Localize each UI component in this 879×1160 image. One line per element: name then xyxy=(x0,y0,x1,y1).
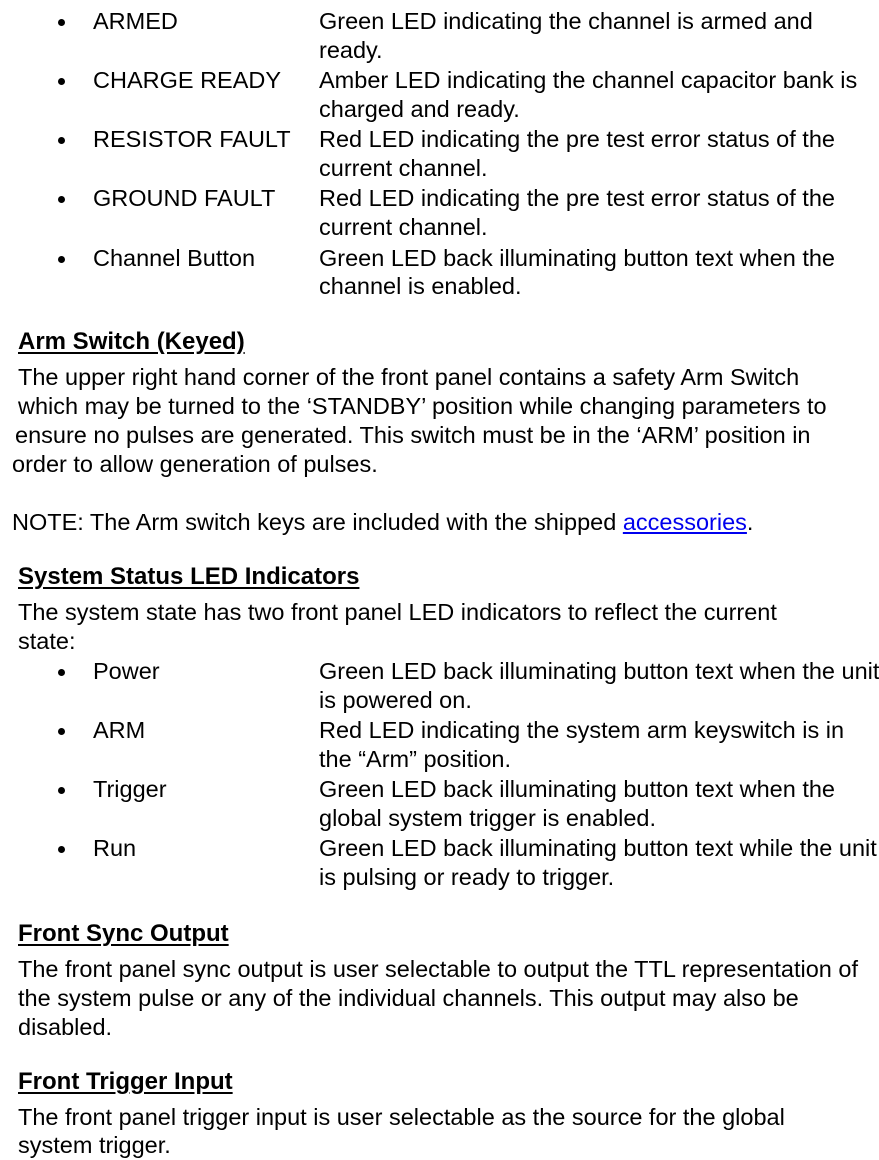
list-item-term: ARMED xyxy=(93,8,178,34)
paragraph-line: The upper right hand corner of the front panel contains a safety Arm Switch xyxy=(18,364,800,390)
paragraph-line: order to allow generation of pulses. xyxy=(12,451,378,477)
list-item-desc: Green LED back illuminating button text when the xyxy=(319,776,835,802)
list-item-term: ARM xyxy=(93,717,146,743)
list-item-desc: Green LED back illuminating button text when the unit xyxy=(319,658,879,684)
paragraph-line: system trigger. xyxy=(18,1132,171,1158)
paragraph-line: ensure no pulses are generated. This switch must be in the ‘ARM’ position in xyxy=(15,422,811,448)
list-item-desc: Green LED back illuminating button text while the unit xyxy=(319,835,877,861)
list-item-desc: Amber LED indicating the channel capacitor bank is xyxy=(319,67,858,93)
bullet-icon xyxy=(55,775,69,804)
bullet-icon xyxy=(55,834,69,863)
list-item-desc: current channel. xyxy=(319,214,488,240)
list-item-term: Trigger xyxy=(93,776,167,802)
list-item-desc: ready. xyxy=(319,37,383,63)
list-item-desc: Green LED indicating the channel is armed and xyxy=(319,8,813,34)
section-heading-system-status: System Status LED Indicators xyxy=(18,563,360,590)
list-item-desc: is pulsing or ready to trigger. xyxy=(319,864,615,890)
list-item-term: Channel Button xyxy=(93,245,256,271)
paragraph-line: state: xyxy=(18,628,76,654)
list-item-desc: global system trigger is enabled. xyxy=(319,805,657,831)
list-item-desc: Red LED indicating the pre test error status of the xyxy=(319,185,835,211)
bullet-icon xyxy=(55,125,69,154)
paragraph-line: which may be turned to the ‘STANDBY’ position while changing parameters to xyxy=(18,393,827,419)
paragraph-line: the system pulse or any of the individual channels. This output may also be xyxy=(18,985,799,1011)
list-item-term: Power xyxy=(93,658,160,684)
note-paragraph xyxy=(12,508,753,537)
list-item-desc: charged and ready. xyxy=(319,96,520,122)
list-item-term: GROUND FAULT xyxy=(93,185,276,211)
note-suffix: . xyxy=(746,509,754,535)
list-item-desc: Red LED indicating the pre test error status of the xyxy=(319,126,835,152)
bullet-icon xyxy=(55,66,69,95)
accessories-link[interactable]: accessories xyxy=(622,509,747,535)
list-item-term: CHARGE READY xyxy=(93,67,282,93)
section-heading-arm-switch: Arm Switch (Keyed) xyxy=(18,328,245,355)
note-text: NOTE: The Arm switch keys are included with the shipped xyxy=(12,509,623,535)
bullet-icon xyxy=(55,244,69,273)
paragraph-line: The system state has two front panel LED indicators to reflect the current xyxy=(18,599,777,625)
section-heading-front-trigger: Front Trigger Input xyxy=(18,1068,233,1095)
section-heading-front-sync: Front Sync Output xyxy=(18,920,229,947)
bullet-icon xyxy=(55,657,69,686)
bullet-icon xyxy=(55,716,69,745)
list-item-desc: channel is enabled. xyxy=(319,273,522,299)
bullet-icon xyxy=(55,184,69,213)
paragraph-line: The front panel sync output is user selectable to output the TTL representation of xyxy=(18,956,858,982)
list-item-desc: Red LED indicating the system arm keyswitch is in xyxy=(319,717,845,743)
list-item-desc: is powered on. xyxy=(319,687,472,713)
paragraph-line: The front panel trigger input is user selectable as the source for the global xyxy=(18,1104,785,1130)
list-item-desc: Green LED back illuminating button text when the xyxy=(319,245,835,271)
list-item-desc: current channel. xyxy=(319,155,488,181)
paragraph-line: disabled. xyxy=(18,1014,113,1040)
list-item-term: Run xyxy=(93,835,137,861)
list-item-desc: the “Arm” position. xyxy=(319,746,511,772)
bullet-icon xyxy=(55,7,69,36)
list-item-term: RESISTOR FAULT xyxy=(93,126,291,152)
